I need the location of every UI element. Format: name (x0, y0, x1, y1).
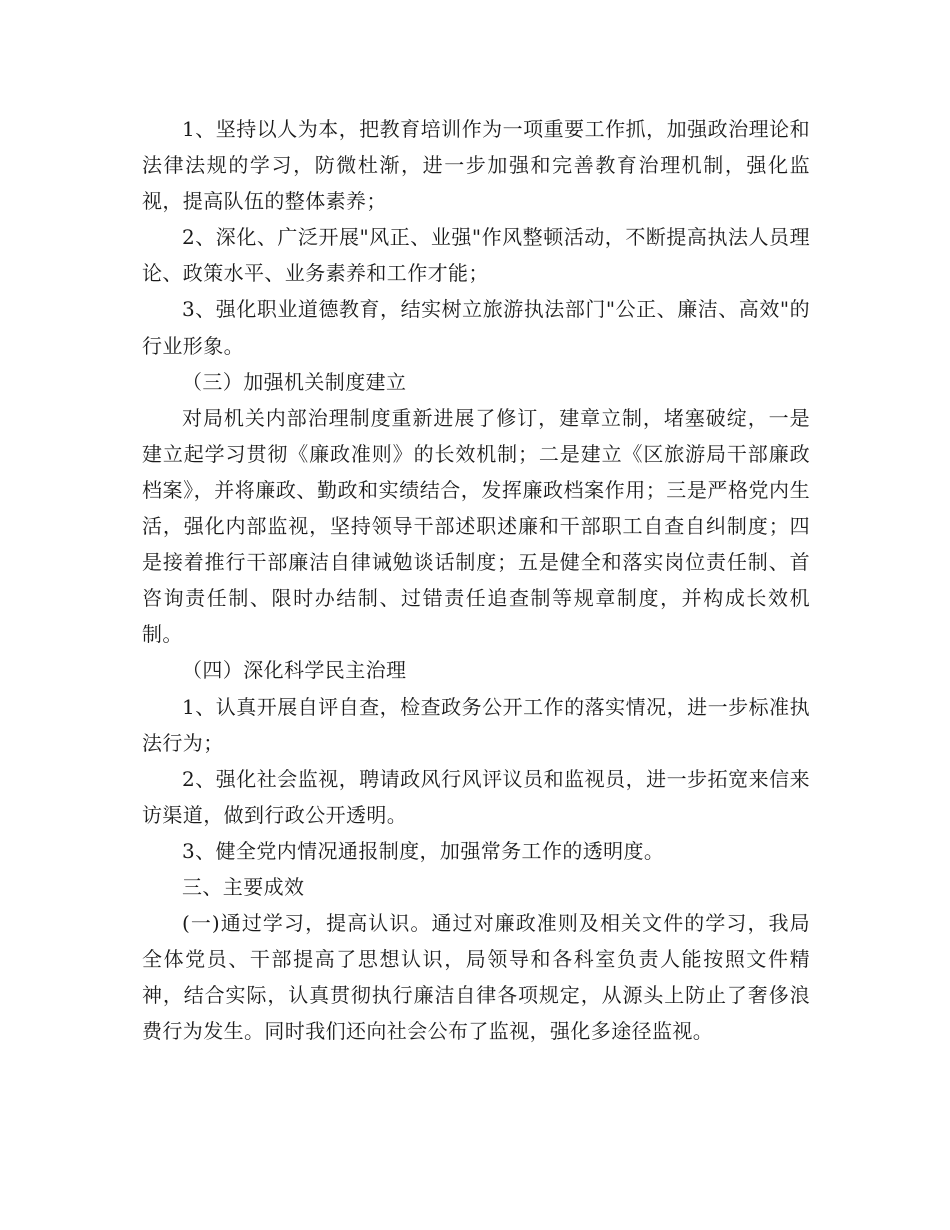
section-heading-institution-building: （三）加强机关制度建立 (182, 369, 407, 394)
document-body (142, 111, 810, 1049)
paragraph-style-rectification: 2、深化、广泛开展"风正、业强"作风整顿活动，不断提高执法人员理论、政策水平、业务素养和工作才能； (142, 225, 810, 286)
section-heading-main-results: 三、主要成效 (182, 874, 305, 899)
paragraph-self-inspection: 1、认真开展自评自查，检查政务公开工作的落实情况，进一步标准执法行为； (142, 694, 810, 755)
section-heading-democratic-governance: （四）深化科学民主治理 (182, 658, 407, 683)
paragraph-information-disclosure: 3、健全党内情况通报制度，加强常务工作的透明度。 (182, 838, 665, 863)
paragraph-ethics-education: 3、强化职业道德教育，结实树立旅游执法部门"公正、廉洁、高效"的行业形象。 (142, 297, 810, 358)
paragraph-institution-building: 对局机关内部治理制度重新进展了修订，建章立制，堵塞破绽，一是建立起学习贯彻《廉政准则》的长效机制；二是建立《区旅游局干部廉政档案》，并将廉政、勤政和实绩结合，发挥廉政档案作用；三是严格党内生活，强化内部监视，坚持领导干部述职述廉和干部职工自查自纠制度；四是接着推行干部廉洁自律诫勉谈话制度；五是健全和落实岗位责任制、首咨询责任制、限时办结制、过错责任追查制等规章制度，并构成长效机制。 (142, 405, 810, 647)
paragraph-results-study: (一)通过学习，提高认识。通过对廉政准则及相关文件的学习，我局全体党员、干部提高了思想认识，局领导和各科室负责人能按照文件精神，结合实际，认真贯彻执行廉洁自律各项规定，从源头上防止了奢侈浪费行为发生。同时我们还向社会公布了监视，强化多途径监视。 (142, 911, 810, 1044)
paragraph-training: 1、坚持以人为本，把教育培训作为一项重要工作抓，加强政治理论和法律法规的学习，防微杜渐，进一步加强和完善教育治理机制，强化监视，提高队伍的整体素养； (142, 117, 810, 214)
paragraph-social-supervision: 2、强化社会监视，聘请政风行风评议员和监视员，进一步拓宽来信来访渠道，做到行政公开透明。 (142, 766, 810, 827)
